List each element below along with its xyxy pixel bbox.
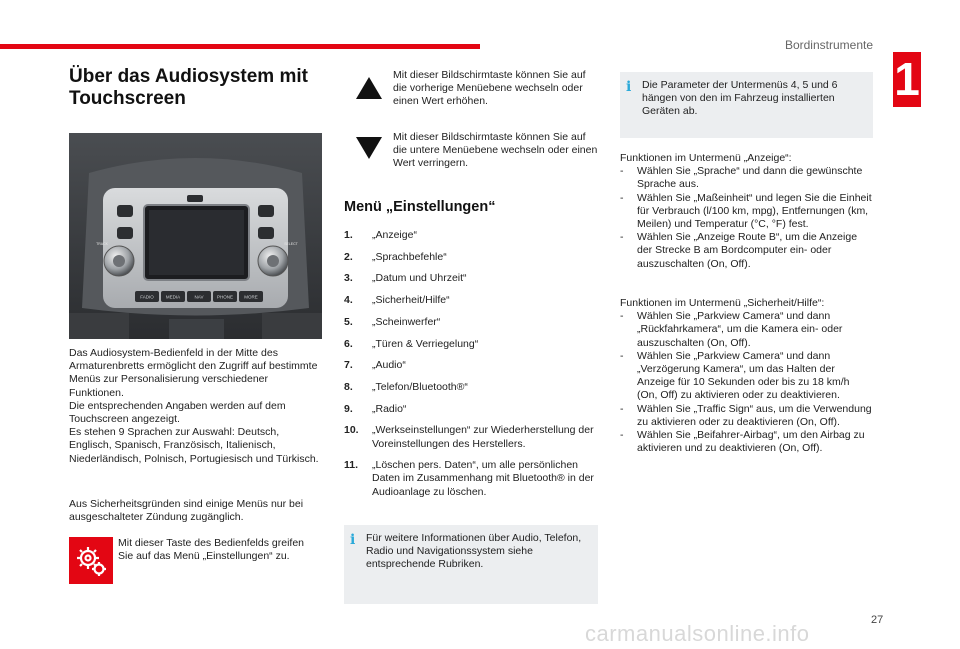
item-text: „Scheinwerfer“ [372, 315, 441, 328]
section-heading: Funktionen im Untermenü „Sicherheit/Hilfe“: [620, 297, 825, 309]
list-item [344, 294, 598, 307]
item-number: 3. [344, 272, 353, 285]
panel-btn-label: FADIO [140, 294, 154, 300]
safety-note: Aus Sicherheitsgründen sind einige Menüs nur bei ausgeschalteter Zündung zugänglich. [69, 498, 304, 524]
item-text: Wählen Sie „Parkview Camera“ und dann „Rückfahrkamera“, um die Kamera ein- oder auszuschalten (On, Off). [637, 310, 843, 349]
item-text: „Sprachbefehle“ [372, 250, 447, 263]
panel-btn-label: MORE [244, 294, 258, 300]
triangle-up-icon [356, 77, 382, 99]
intro-text [69, 347, 321, 466]
item-text: „Türen & Verriegelung“ [372, 337, 479, 350]
column-left [69, 66, 321, 110]
list-item [344, 229, 598, 242]
panel-knob-label: TRACK [96, 242, 108, 246]
item-number: 10. [344, 424, 359, 437]
list-item: - Wählen Sie „Anzeige Route B“, um die Anzeige der Strecke B am Bordcomputer ein- oder auszuschalten (On, Off). [620, 231, 858, 270]
panel-btn-label: PHONE [216, 294, 234, 300]
item-text: „Sicherheit/Hilfe“ [372, 294, 450, 307]
list-item: - Wählen Sie „Beifahrer-Airbag“, um den Airbag zu aktivieren und zu deaktivieren (On, Off). [620, 429, 865, 455]
item-text: Wählen Sie „Parkview Camera“ und dann „Verzögerung Kamera“, um das Halten der Anzeige für 10 Sekunden oder bis zu 18 km/h (On, Off) zu aktivieren oder zu deaktivieren. [637, 349, 850, 402]
list-item [344, 272, 598, 285]
intro-paragraph: Es stehen 9 Sprachen zur Auswahl: Deutsch, Englisch, Spanisch, Französisch, Italienisch, Niederländisch, Polnisch, Portugiesisch und Türkisch. [69, 426, 319, 465]
header-accent-bar [0, 44, 480, 49]
list-item: - Wählen Sie „Maßeinheit“ und legen Sie die Einheit für Verbrauch (l/100 km, mpg), Entfernungen (km, Meilen) und Temperatur (°C, °F) fest. [620, 191, 872, 231]
settings-button-description: Mit dieser Taste des Bedienfelds greifen Sie auf das Menü „Einstellungen“ zu. [118, 537, 304, 563]
list-item: - Wählen Sie „Sprache“ und dann die gewünschte Sprache aus. [620, 165, 863, 191]
info-box [344, 525, 598, 604]
chapter-number: 1 [894, 53, 920, 105]
item-number: 4. [344, 294, 353, 307]
info-box [620, 72, 873, 138]
info-icon: i [350, 532, 356, 548]
item-text: Wählen Sie „Beifahrer-Airbag“, um den Airbag zu aktivieren und zu deaktivieren (On, Off). [637, 429, 865, 455]
panel-btn-label: MEDIA [165, 294, 181, 300]
item-number: 7. [344, 359, 353, 372]
watermark: carmanualsonline.info [585, 621, 810, 646]
item-number: 2. [344, 250, 353, 263]
list-item [344, 424, 598, 450]
item-text: Wählen Sie „Sprache“ und dann die gewünschte Sprache aus. [637, 165, 863, 191]
list-item [344, 403, 598, 416]
down-button-description: Mit dieser Bildschirmtaste können Sie auf die untere Menüebene wechseln oder einen Wert verringern. [393, 131, 598, 170]
settings-menu-list [344, 229, 598, 507]
audio-panel-photo [69, 133, 322, 339]
list-item [344, 459, 598, 499]
list-item: - Wählen Sie „Traffic Sign“ aus, um die Verwendung zu aktivieren oder zu deaktivieren (On, Off). [620, 402, 872, 428]
list-item: - Wählen Sie „Parkview Camera“ und dann „Verzögerung Kamera“, um das Halten der Anzeige für 10 Sekunden oder bis zu 18 km/h (On, Off) zu aktivieren oder zu deaktivieren. [620, 349, 850, 402]
item-number: 5. [344, 315, 353, 328]
intro-paragraph: Die entsprechenden Angaben werden auf dem Touchscreen angezeigt. [69, 399, 286, 426]
item-number: 8. [344, 380, 353, 393]
settings-gear-icon [69, 537, 113, 584]
item-text: Wählen Sie „Traffic Sign“ aus, um die Verwendung zu aktivieren oder zu deaktivieren (On, Off). [637, 402, 872, 428]
chapter-number-tab [893, 52, 921, 107]
item-number: 1. [344, 229, 353, 241]
list-item [344, 251, 598, 264]
item-text: Wählen Sie „Anzeige Route B“, um die Anzeige der Strecke B am Bordcomputer ein- oder auszuschalten (On, Off). [637, 231, 858, 270]
item-number: 11. [344, 459, 359, 472]
list-item: - Wählen Sie „Parkview Camera“ und dann „Rückfahrkamera“, um die Kamera ein- oder auszuschalten (On, Off). [620, 310, 843, 349]
section-heading: Funktionen im Untermenü „Anzeige“: [620, 152, 792, 164]
up-button-description: Mit dieser Bildschirmtaste können Sie auf die vorherige Menüebene wechseln oder einen Wert erhöhen. [393, 69, 586, 108]
panel-btn-label: NAV [194, 294, 204, 300]
settings-menu-title: Menü „Einstellungen“ [344, 199, 496, 215]
list-item [344, 316, 598, 329]
item-text: Wählen Sie „Maßeinheit“ und legen Sie die Einheit für Verbrauch (l/100 km, mpg), Entfernungen (km, Meilen) und Temperatur (°C, °F) fest. [637, 191, 872, 231]
item-text: „Anzeige“ [372, 229, 417, 241]
display-submenu-functions [620, 152, 872, 271]
item-text: „Datum und Uhrzeit“ [372, 272, 467, 285]
item-text: „Audio“ [372, 359, 406, 372]
item-number: 9. [344, 402, 353, 415]
item-text: „Löschen pers. Daten“, um alle persönlichen Daten im Zusammenhang mit Bluetooth® in der Audioanlage zu löschen. [372, 459, 594, 498]
list-item [344, 338, 598, 351]
list-item [344, 359, 598, 372]
item-number: 6. [344, 337, 353, 350]
triangle-down-icon [356, 137, 382, 159]
panel-knob-label: SELECT [284, 242, 298, 246]
list-item [344, 381, 598, 394]
item-text: „Werkseinstellungen“ zur Wiederherstellung der Voreinstellungen des Herstellers. [372, 424, 594, 450]
item-text: „Radio“ [372, 402, 407, 415]
info-icon: i [626, 79, 632, 95]
audio-panel-illustration [69, 133, 322, 339]
page-title: Über das Audiosystem mit Touchscreen [69, 66, 308, 109]
chapter-title: Bordinstrumente [784, 38, 873, 52]
safety-submenu-functions [620, 297, 872, 455]
info-text: Für weitere Informationen über Audio, Telefon, Radio und Navigationssystem siehe entsprechende Rubriken. [366, 532, 582, 571]
intro-paragraph: Das Audiosystem-Bedienfeld in der Mitte des Armaturenbretts ermöglicht den Zugriff auf bestimmte Menüs zur Personalisierung verschiedener Funktionen. [69, 347, 318, 399]
item-text: „Telefon/Bluetooth®“ [372, 380, 468, 393]
info-text: Die Parameter der Untermenüs 4, 5 und 6 hängen von den im Fahrzeug installierten Geräten ab. [642, 79, 838, 118]
page-number: 27 [871, 614, 884, 626]
